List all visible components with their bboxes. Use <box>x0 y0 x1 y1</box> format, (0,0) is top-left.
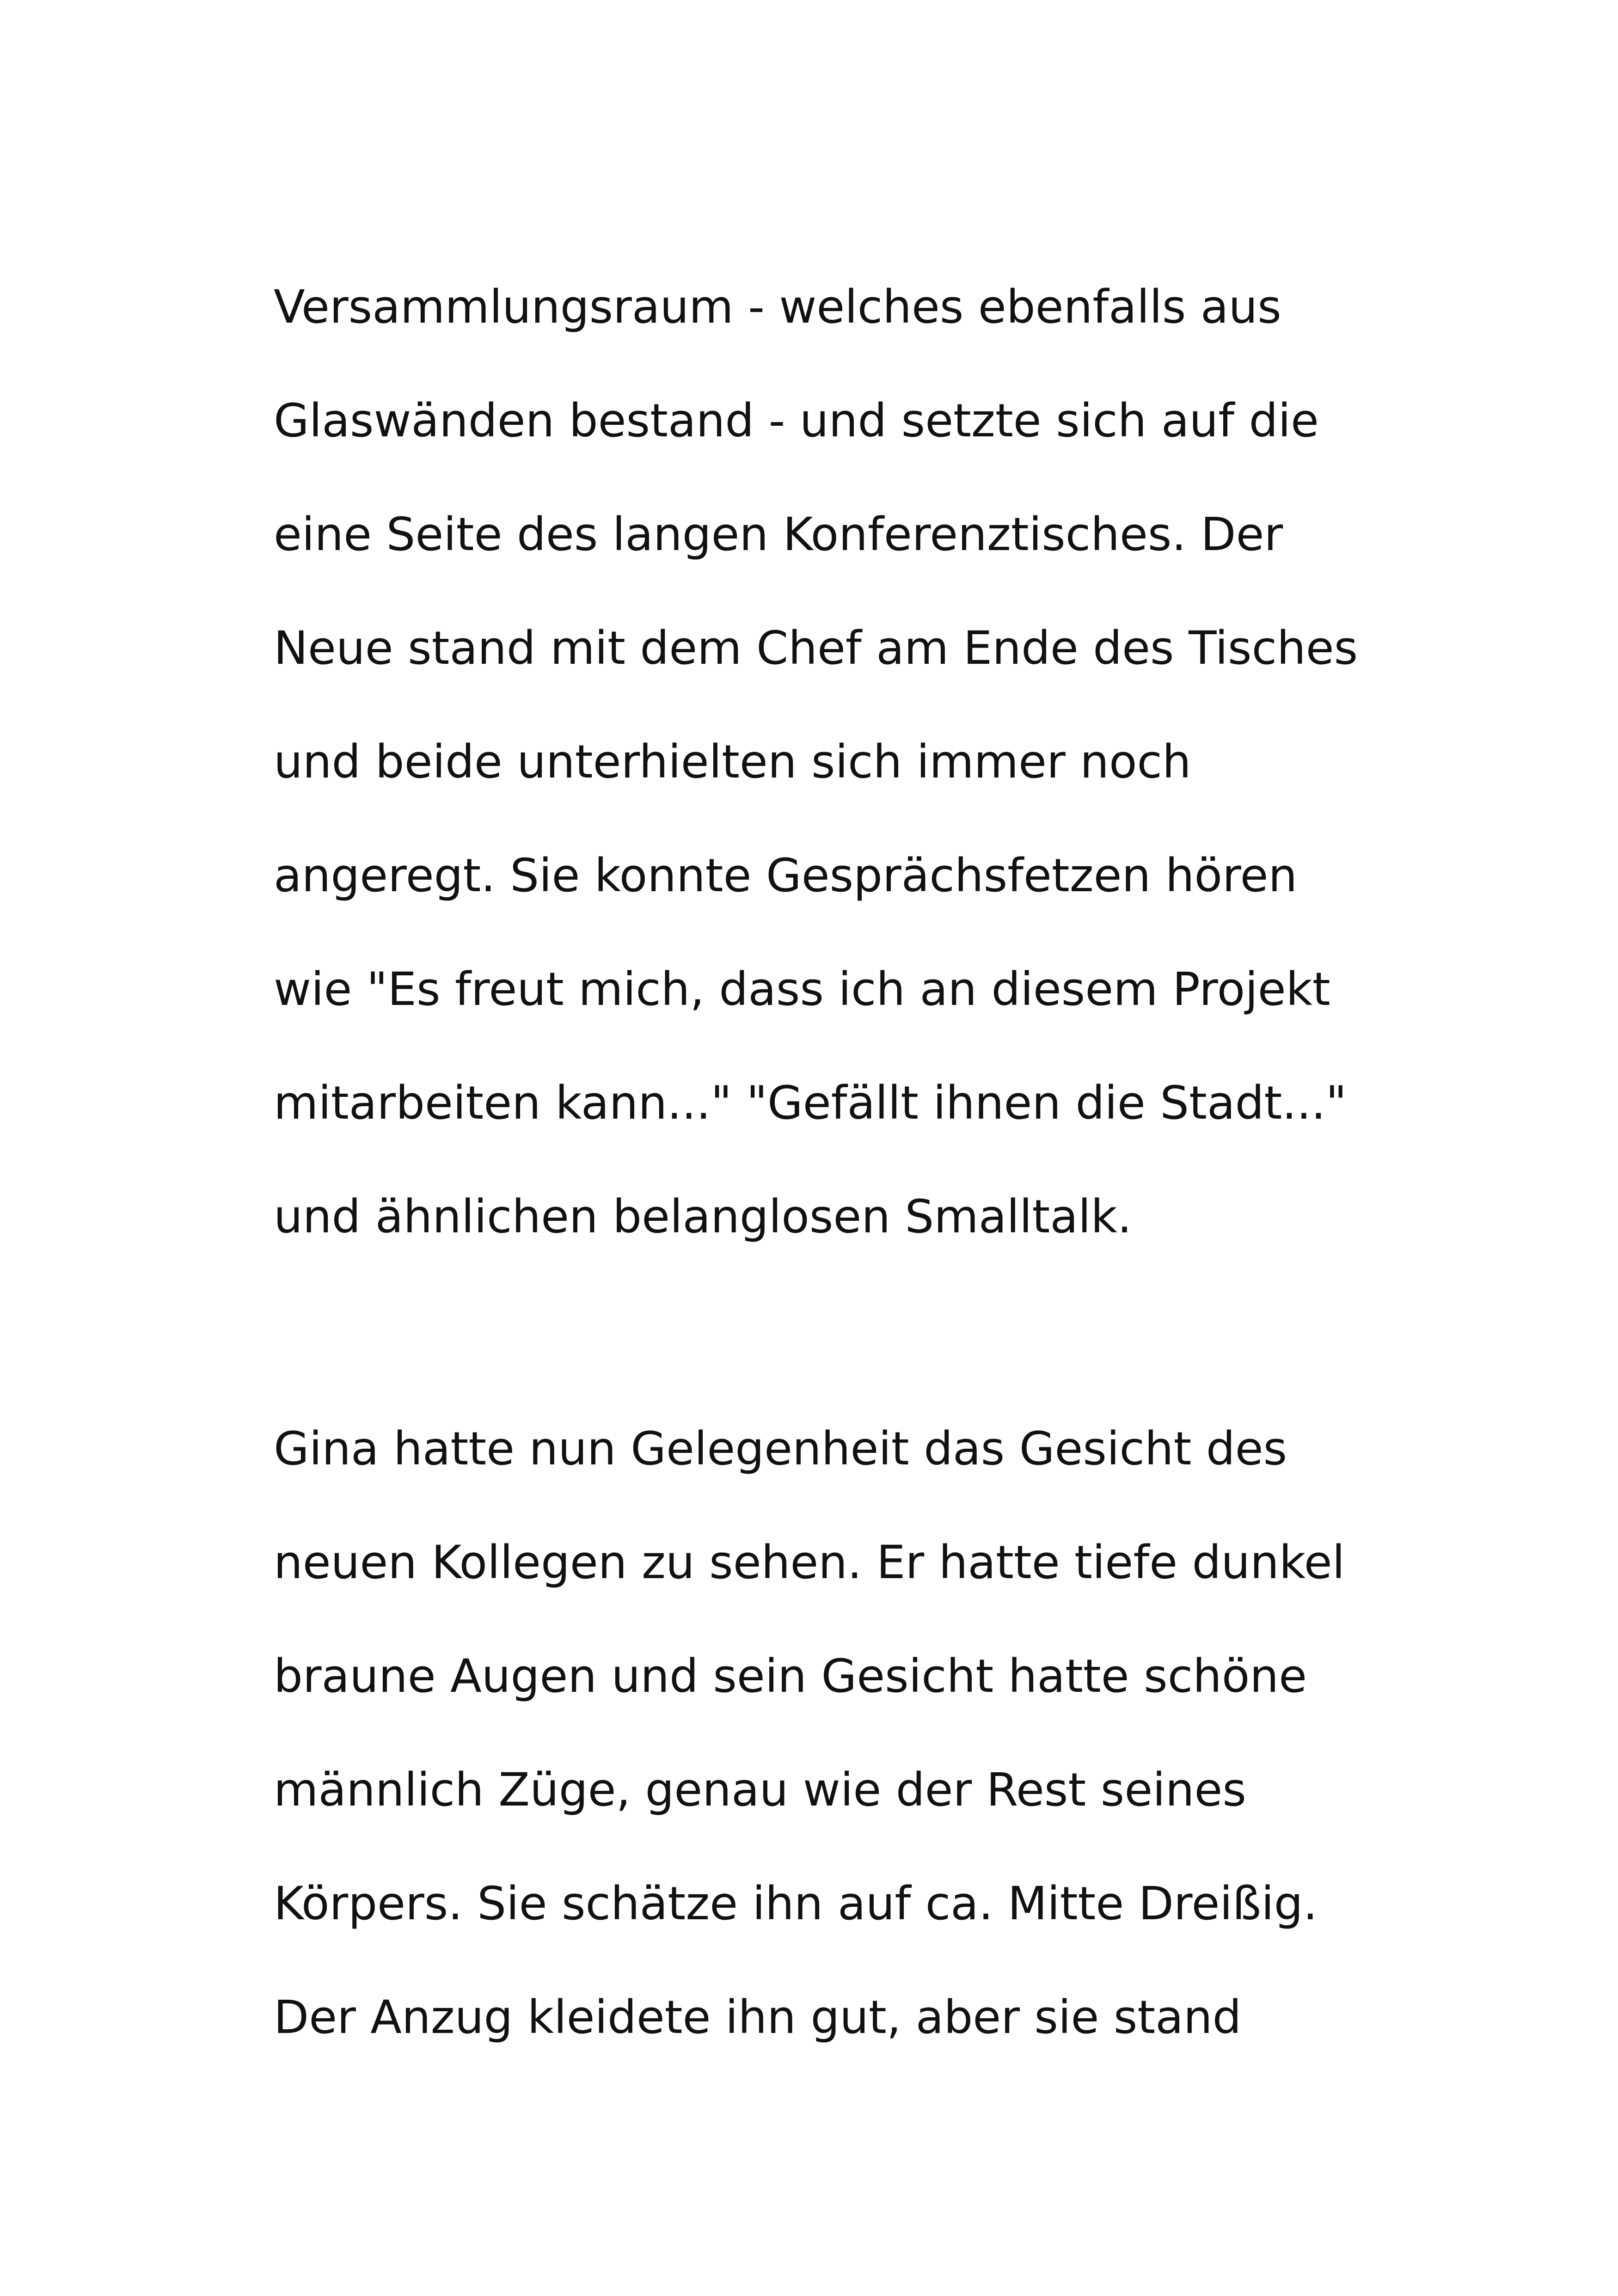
text-line: Glaswänden bestand - und setzte sich auf die <box>274 394 1319 447</box>
text-line: eine Seite des langen Konferenztisches. Der <box>274 508 1283 561</box>
text-line: wie "Es freut mich, dass ich an diesem Projekt <box>274 963 1330 1016</box>
text-line: mitarbeiten kann..." "Gefällt ihnen die Stadt..." <box>274 1077 1347 1130</box>
text-line: männlich Züge, genau wie der Rest seines <box>274 1763 1246 1817</box>
text-line: und beide unterhielten sich immer noch <box>274 735 1191 789</box>
text-line: braune Augen und sein Gesicht hatte schöne <box>274 1650 1307 1703</box>
text-line: neuen Kollegen zu sehen. Er hatte tiefe dunkel <box>274 1536 1345 1589</box>
text-line: Gina hatte nun Gelegenheit das Gesicht des <box>274 1422 1287 1476</box>
text-line: Körpers. Sie schätze ihn auf ca. Mitte Dreißig. <box>274 1877 1318 1930</box>
text-line: Versammlungsraum - welches ebenfalls aus <box>274 281 1281 334</box>
paragraph-2 <box>274 1392 1383 2075</box>
text-line: Der Anzug kleidete ihn gut, aber sie stand <box>274 1991 1242 2044</box>
paragraph-1 <box>274 251 1383 1274</box>
text-line: angeregt. Sie konnte Gesprächsfetzen hören <box>274 849 1298 902</box>
text-line: Neue stand mit dem Chef am Ende des Tisches <box>274 622 1358 675</box>
text-line: und ähnlichen belanglosen Smalltalk. <box>274 1190 1132 1243</box>
